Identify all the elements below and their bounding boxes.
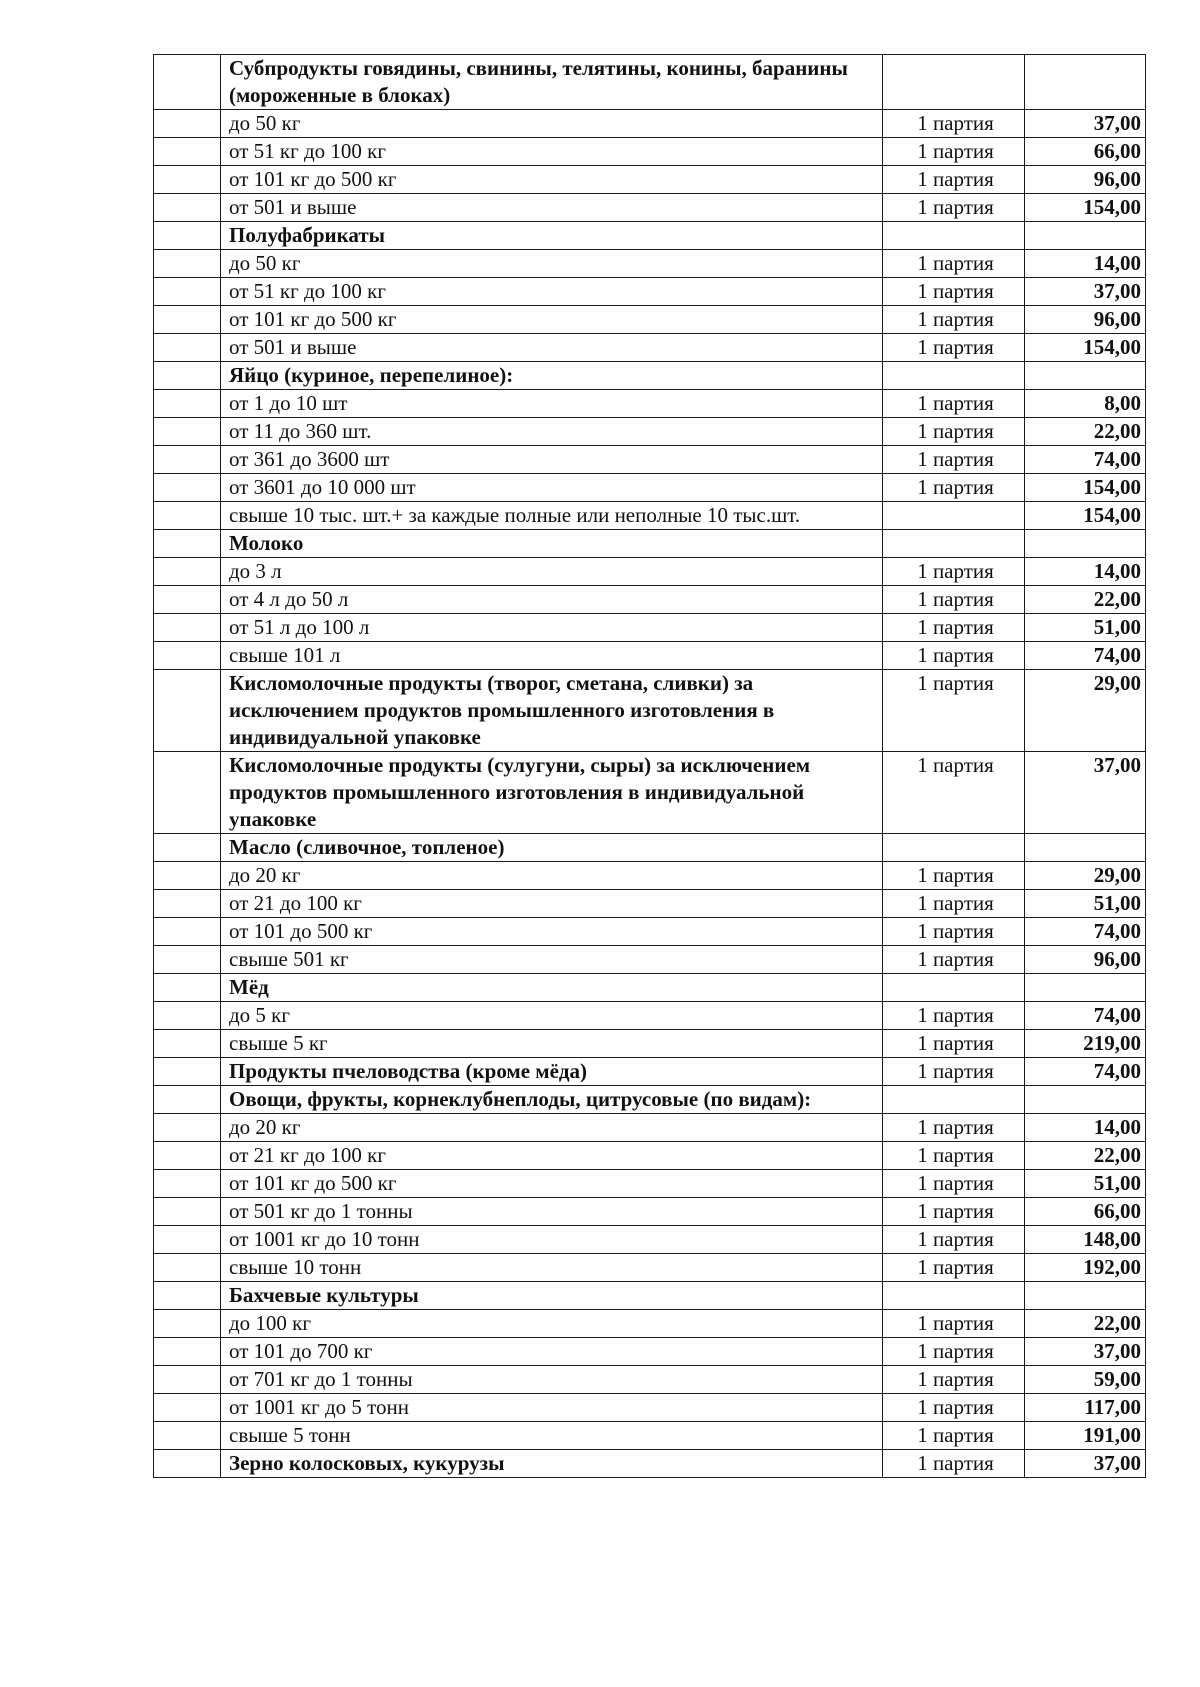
price-cell: 66,00 — [1025, 1198, 1146, 1226]
unit-cell: 1 партия — [883, 586, 1025, 614]
table-row — [154, 502, 1146, 530]
row-number-cell — [154, 1086, 221, 1114]
table-row — [154, 834, 1146, 862]
price-cell: 14,00 — [1025, 250, 1146, 278]
unit-cell: 1 партия — [883, 918, 1025, 946]
table-row — [154, 1338, 1146, 1366]
table-row — [154, 1282, 1146, 1310]
item-name-cell: от 101 до 500 кг — [221, 918, 883, 946]
price-cell: 74,00 — [1025, 642, 1146, 670]
unit-cell — [883, 530, 1025, 558]
table-row — [154, 974, 1146, 1002]
table-row — [154, 1394, 1146, 1422]
unit-cell: 1 партия — [883, 1030, 1025, 1058]
item-name-cell: свыше 501 кг — [221, 946, 883, 974]
price-cell: 154,00 — [1025, 502, 1146, 530]
table-row — [154, 1170, 1146, 1198]
price-cell: 51,00 — [1025, 890, 1146, 918]
unit-cell: 1 партия — [883, 1142, 1025, 1170]
unit-cell: 1 партия — [883, 138, 1025, 166]
item-name-cell: от 21 до 100 кг — [221, 890, 883, 918]
row-number-cell — [154, 334, 221, 362]
price-cell: 37,00 — [1025, 752, 1146, 834]
price-cell: 96,00 — [1025, 946, 1146, 974]
row-number-cell — [154, 418, 221, 446]
row-number-cell — [154, 670, 221, 752]
table-row — [154, 862, 1146, 890]
item-name-cell: свыше 10 тонн — [221, 1254, 883, 1282]
table-row — [154, 110, 1146, 138]
unit-cell — [883, 974, 1025, 1002]
unit-cell: 1 партия — [883, 890, 1025, 918]
price-cell: 96,00 — [1025, 306, 1146, 334]
unit-cell: 1 партия — [883, 110, 1025, 138]
item-name-cell: от 3601 до 10 000 шт — [221, 474, 883, 502]
row-number-cell — [154, 138, 221, 166]
category-heading-cell: Овощи, фрукты, корнеклубнеплоды, цитрусовые (по видам): — [221, 1086, 883, 1114]
table-row — [154, 418, 1146, 446]
unit-cell: 1 партия — [883, 474, 1025, 502]
table-row — [154, 670, 1146, 752]
table-row — [154, 1310, 1146, 1338]
price-cell: 14,00 — [1025, 558, 1146, 586]
category-heading-cell: Молоко — [221, 530, 883, 558]
item-name-cell: свыше 5 тонн — [221, 1422, 883, 1450]
unit-cell: 1 партия — [883, 194, 1025, 222]
table-row — [154, 194, 1146, 222]
item-name-cell: от 101 до 700 кг — [221, 1338, 883, 1366]
row-number-cell — [154, 1226, 221, 1254]
table-row — [154, 55, 1146, 110]
category-heading-cell: Продукты пчеловодства (кроме мёда) — [221, 1058, 883, 1086]
unit-cell: 1 партия — [883, 166, 1025, 194]
price-cell — [1025, 1282, 1146, 1310]
item-name-cell: от 501 и выше — [221, 334, 883, 362]
item-name-cell: от 501 кг до 1 тонны — [221, 1198, 883, 1226]
unit-cell — [883, 222, 1025, 250]
row-number-cell — [154, 642, 221, 670]
table-row — [154, 278, 1146, 306]
item-name-cell: от 101 кг до 500 кг — [221, 1170, 883, 1198]
category-heading-cell: Яйцо (куриное, перепелиное): — [221, 362, 883, 390]
price-cell: 148,00 — [1025, 1226, 1146, 1254]
unit-cell: 1 партия — [883, 1198, 1025, 1226]
unit-cell: 1 партия — [883, 306, 1025, 334]
row-number-cell — [154, 166, 221, 194]
row-number-cell — [154, 918, 221, 946]
item-name-cell: от 1 до 10 шт — [221, 390, 883, 418]
item-name-cell: до 50 кг — [221, 110, 883, 138]
row-number-cell — [154, 1254, 221, 1282]
item-name-cell: от 1001 кг до 5 тонн — [221, 1394, 883, 1422]
price-cell — [1025, 362, 1146, 390]
price-cell: 37,00 — [1025, 278, 1146, 306]
row-number-cell — [154, 752, 221, 834]
item-name-cell: от 501 и выше — [221, 194, 883, 222]
price-cell: 74,00 — [1025, 1058, 1146, 1086]
table-row — [154, 446, 1146, 474]
table-row — [154, 250, 1146, 278]
table-row — [154, 1422, 1146, 1450]
unit-cell: 1 партия — [883, 278, 1025, 306]
unit-cell: 1 партия — [883, 614, 1025, 642]
table-body — [154, 55, 1146, 1478]
row-number-cell — [154, 1198, 221, 1226]
row-number-cell — [154, 586, 221, 614]
row-number-cell — [154, 446, 221, 474]
item-name-cell: от 21 кг до 100 кг — [221, 1142, 883, 1170]
table-row — [154, 918, 1146, 946]
row-number-cell — [154, 362, 221, 390]
row-number-cell — [154, 890, 221, 918]
row-number-cell — [154, 1002, 221, 1030]
category-heading-cell: Бахчевые культуры — [221, 1282, 883, 1310]
unit-cell: 1 партия — [883, 642, 1025, 670]
row-number-cell — [154, 1114, 221, 1142]
price-cell: 74,00 — [1025, 918, 1146, 946]
table-row — [154, 1030, 1146, 1058]
unit-cell: 1 партия — [883, 446, 1025, 474]
item-name-cell: до 5 кг — [221, 1002, 883, 1030]
price-cell: 22,00 — [1025, 1310, 1146, 1338]
price-cell: 37,00 — [1025, 1450, 1146, 1478]
table-row — [154, 222, 1146, 250]
price-cell: 29,00 — [1025, 670, 1146, 752]
unit-cell — [883, 1086, 1025, 1114]
table-row — [154, 1198, 1146, 1226]
table-row — [154, 946, 1146, 974]
row-number-cell — [154, 834, 221, 862]
item-name-cell: до 20 кг — [221, 1114, 883, 1142]
item-name-cell: от 11 до 360 шт. — [221, 418, 883, 446]
category-heading-cell: Кисломолочные продукты (сулугуни, сыры) за исключением продуктов промышленного изготовления в индивидуальной упаковке — [221, 752, 883, 834]
unit-cell: 1 партия — [883, 1366, 1025, 1394]
item-name-cell: от 51 кг до 100 кг — [221, 278, 883, 306]
item-name-cell: от 701 кг до 1 тонны — [221, 1366, 883, 1394]
price-cell: 22,00 — [1025, 586, 1146, 614]
table-row — [154, 1366, 1146, 1394]
table-row — [154, 1058, 1146, 1086]
price-cell: 192,00 — [1025, 1254, 1146, 1282]
price-cell: 154,00 — [1025, 194, 1146, 222]
row-number-cell — [154, 1422, 221, 1450]
item-name-cell: от 51 кг до 100 кг — [221, 138, 883, 166]
row-number-cell — [154, 614, 221, 642]
item-name-cell: до 3 л — [221, 558, 883, 586]
table-row — [154, 558, 1146, 586]
unit-cell: 1 партия — [883, 752, 1025, 834]
unit-cell: 1 партия — [883, 670, 1025, 752]
unit-cell: 1 партия — [883, 334, 1025, 362]
price-cell: 37,00 — [1025, 110, 1146, 138]
unit-cell: 1 партия — [883, 1002, 1025, 1030]
row-number-cell — [154, 1170, 221, 1198]
row-number-cell — [154, 1030, 221, 1058]
table-row — [154, 530, 1146, 558]
item-name-cell: от 101 кг до 500 кг — [221, 306, 883, 334]
table-row — [154, 1226, 1146, 1254]
row-number-cell — [154, 974, 221, 1002]
item-name-cell: от 1001 кг до 10 тонн — [221, 1226, 883, 1254]
table-row — [154, 1114, 1146, 1142]
item-name-cell: до 20 кг — [221, 862, 883, 890]
unit-cell: 1 партия — [883, 418, 1025, 446]
row-number-cell — [154, 390, 221, 418]
table-row — [154, 642, 1146, 670]
price-cell: 66,00 — [1025, 138, 1146, 166]
price-cell: 74,00 — [1025, 1002, 1146, 1030]
price-cell: 191,00 — [1025, 1422, 1146, 1450]
row-number-cell — [154, 862, 221, 890]
item-name-cell: свыше 5 кг — [221, 1030, 883, 1058]
table-row — [154, 474, 1146, 502]
row-number-cell — [154, 1142, 221, 1170]
table-row — [154, 362, 1146, 390]
table-row — [154, 1086, 1146, 1114]
price-cell: 37,00 — [1025, 1338, 1146, 1366]
price-cell: 22,00 — [1025, 418, 1146, 446]
row-number-cell — [154, 1310, 221, 1338]
row-number-cell — [154, 250, 221, 278]
row-number-cell — [154, 1450, 221, 1478]
row-number-cell — [154, 306, 221, 334]
price-cell: 51,00 — [1025, 614, 1146, 642]
price-cell: 154,00 — [1025, 474, 1146, 502]
unit-cell: 1 партия — [883, 946, 1025, 974]
unit-cell: 1 партия — [883, 1254, 1025, 1282]
unit-cell: 1 партия — [883, 1450, 1025, 1478]
row-number-cell — [154, 1282, 221, 1310]
row-number-cell — [154, 1058, 221, 1086]
item-name-cell: свыше 101 л — [221, 642, 883, 670]
table-row — [154, 306, 1146, 334]
table-row — [154, 1450, 1146, 1478]
unit-cell: 1 партия — [883, 1422, 1025, 1450]
price-cell: 59,00 — [1025, 1366, 1146, 1394]
price-cell — [1025, 530, 1146, 558]
price-cell: 154,00 — [1025, 334, 1146, 362]
price-cell: 22,00 — [1025, 1142, 1146, 1170]
price-cell — [1025, 1086, 1146, 1114]
price-cell: 219,00 — [1025, 1030, 1146, 1058]
row-number-cell — [154, 278, 221, 306]
unit-cell: 1 партия — [883, 862, 1025, 890]
unit-cell — [883, 834, 1025, 862]
table-row — [154, 752, 1146, 834]
price-cell: 14,00 — [1025, 1114, 1146, 1142]
unit-cell: 1 партия — [883, 250, 1025, 278]
table-row — [154, 138, 1146, 166]
price-cell — [1025, 55, 1146, 110]
table-row — [154, 1254, 1146, 1282]
row-number-cell — [154, 55, 221, 110]
item-name-cell: до 50 кг — [221, 250, 883, 278]
row-number-cell — [154, 474, 221, 502]
price-cell — [1025, 222, 1146, 250]
unit-cell: 1 партия — [883, 1058, 1025, 1086]
unit-cell — [883, 502, 1025, 530]
row-number-cell — [154, 1394, 221, 1422]
row-number-cell — [154, 530, 221, 558]
category-heading-cell: Мёд — [221, 974, 883, 1002]
price-table — [153, 54, 1146, 1478]
item-name-cell: от 361 до 3600 шт — [221, 446, 883, 474]
unit-cell: 1 партия — [883, 1394, 1025, 1422]
row-number-cell — [154, 222, 221, 250]
row-number-cell — [154, 1338, 221, 1366]
unit-cell: 1 партия — [883, 1114, 1025, 1142]
price-cell — [1025, 834, 1146, 862]
unit-cell: 1 партия — [883, 1310, 1025, 1338]
price-cell: 29,00 — [1025, 862, 1146, 890]
table-row — [154, 390, 1146, 418]
table-row — [154, 614, 1146, 642]
row-number-cell — [154, 110, 221, 138]
table-row — [154, 334, 1146, 362]
table-row — [154, 1002, 1146, 1030]
category-heading-cell: Субпродукты говядины, свинины, телятины, конины, баранины (мороженные в блоках) — [221, 55, 883, 110]
price-cell: 117,00 — [1025, 1394, 1146, 1422]
category-heading-cell: Кисломолочные продукты (творог, сметана, сливки) за исключением продуктов промышленного изготовления в индивидуальной упаковке — [221, 670, 883, 752]
unit-cell: 1 партия — [883, 390, 1025, 418]
unit-cell: 1 партия — [883, 1338, 1025, 1366]
unit-cell — [883, 362, 1025, 390]
price-cell — [1025, 974, 1146, 1002]
price-cell: 51,00 — [1025, 1170, 1146, 1198]
row-number-cell — [154, 558, 221, 586]
unit-cell — [883, 1282, 1025, 1310]
row-number-cell — [154, 946, 221, 974]
item-name-cell: от 51 л до 100 л — [221, 614, 883, 642]
item-name-cell: от 101 кг до 500 кг — [221, 166, 883, 194]
category-heading-cell: Полуфабрикаты — [221, 222, 883, 250]
price-cell: 74,00 — [1025, 446, 1146, 474]
item-name-cell: от 4 л до 50 л — [221, 586, 883, 614]
item-name-cell: свыше 10 тыс. шт.+ за каждые полные или неполные 10 тыс.шт. — [221, 502, 883, 530]
table-row — [154, 166, 1146, 194]
table-row — [154, 890, 1146, 918]
category-heading-cell: Масло (сливочное, топленое) — [221, 834, 883, 862]
row-number-cell — [154, 502, 221, 530]
category-heading-cell: Зерно колосковых, кукурузы — [221, 1450, 883, 1478]
price-cell: 96,00 — [1025, 166, 1146, 194]
unit-cell: 1 партия — [883, 1226, 1025, 1254]
unit-cell — [883, 55, 1025, 110]
unit-cell: 1 партия — [883, 1170, 1025, 1198]
item-name-cell: до 100 кг — [221, 1310, 883, 1338]
price-cell: 8,00 — [1025, 390, 1146, 418]
table-row — [154, 1142, 1146, 1170]
row-number-cell — [154, 194, 221, 222]
row-number-cell — [154, 1366, 221, 1394]
table-row — [154, 586, 1146, 614]
unit-cell: 1 партия — [883, 558, 1025, 586]
